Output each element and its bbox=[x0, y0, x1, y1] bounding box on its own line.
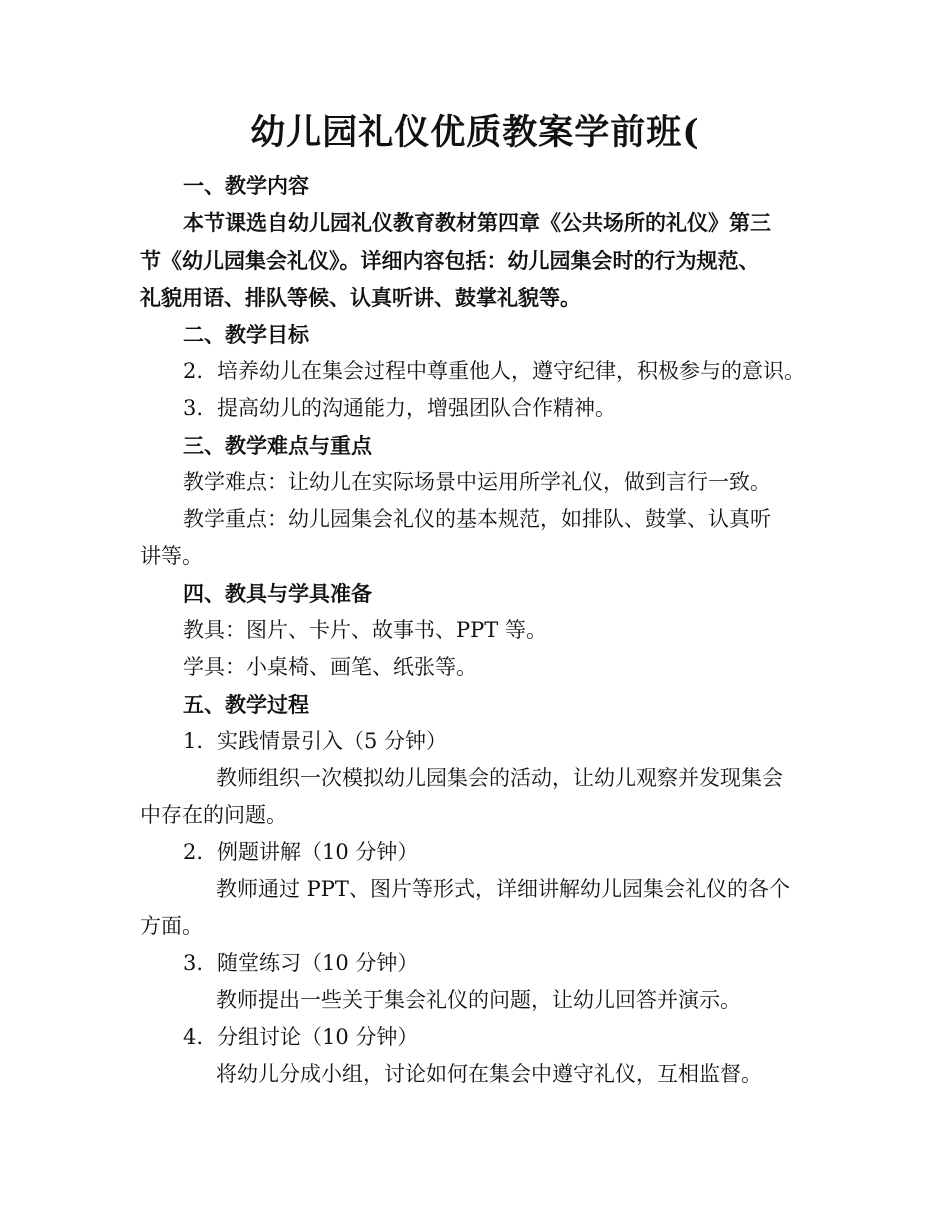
objective-number: 3. bbox=[183, 396, 204, 420]
step-number: 2. bbox=[183, 840, 204, 864]
process-step-title bbox=[183, 723, 447, 760]
objective-item bbox=[183, 390, 616, 427]
step-number: 3. bbox=[183, 951, 204, 975]
process-step-title bbox=[183, 834, 418, 871]
section-heading-objectives: 二、教学目标 bbox=[183, 322, 309, 347]
page-title: 幼儿园礼仪优质教案学前班( bbox=[250, 112, 700, 153]
process-step-title bbox=[183, 1019, 418, 1056]
objective-text: 培养幼儿在集会过程中尊重他人，遵守纪律，积极参与的意识。 bbox=[217, 359, 805, 383]
process-step-description-continued: 中存在的问题。 bbox=[140, 803, 287, 827]
step-title: 实践情景引入（5 分钟） bbox=[217, 729, 448, 753]
objective-number: 2. bbox=[183, 359, 204, 383]
difficulty-text: 教学难点：让幼儿在实际场景中运用所学礼仪，做到言行一致。 bbox=[183, 470, 771, 494]
process-step-description-continued: 方面。 bbox=[140, 914, 203, 938]
key-point-text: 教学重点：幼儿园集会礼仪的基本规范，如排队、鼓掌、认真听 bbox=[183, 507, 771, 531]
objective-item bbox=[183, 353, 805, 390]
process-step-description: 教师提出一些关于集会礼仪的问题，让幼儿回答并演示。 bbox=[216, 988, 741, 1012]
process-step-description: 将幼儿分成小组，讨论如何在集会中遵守礼仪，互相监督。 bbox=[216, 1062, 762, 1086]
section-heading-process: 五、教学过程 bbox=[183, 692, 309, 717]
learning-aids-text: 学具：小桌椅、画笔、纸张等。 bbox=[183, 655, 477, 679]
process-step-description: 教师组织一次模拟幼儿园集会的活动，让幼儿观察并发现集会 bbox=[216, 766, 783, 790]
step-title: 分组讨论（10 分钟） bbox=[217, 1025, 419, 1049]
section-heading-content: 一、教学内容 bbox=[183, 173, 309, 198]
section-heading-materials: 四、教具与学具准备 bbox=[183, 581, 372, 606]
content-paragraph-line: 礼貌用语、排队等候、认真听讲、鼓掌礼貌等。 bbox=[140, 285, 581, 310]
step-title: 例题讲解（10 分钟） bbox=[217, 840, 419, 864]
process-step-title bbox=[183, 945, 418, 982]
key-point-text-continued: 讲等。 bbox=[140, 544, 203, 568]
step-number: 4. bbox=[183, 1025, 204, 1049]
section-heading-difficulty: 三、教学难点与重点 bbox=[183, 433, 372, 458]
process-step-description: 教师通过 PPT、图片等形式，详细讲解幼儿园集会礼仪的各个 bbox=[216, 877, 790, 901]
content-paragraph-line: 节《幼儿园集会礼仪》。详细内容包括：幼儿园集会时的行为规范、 bbox=[140, 248, 760, 273]
step-number: 1. bbox=[183, 729, 204, 753]
objective-text: 提高幼儿的沟通能力，增强团队合作精神。 bbox=[217, 396, 616, 420]
teaching-aids-text: 教具：图片、卡片、故事书、PPT 等。 bbox=[183, 618, 547, 642]
step-title: 随堂练习（10 分钟） bbox=[217, 951, 419, 975]
content-paragraph-line: 本节课选自幼儿园礼仪教育教材第四章《公共场所的礼仪》第三 bbox=[183, 210, 771, 235]
